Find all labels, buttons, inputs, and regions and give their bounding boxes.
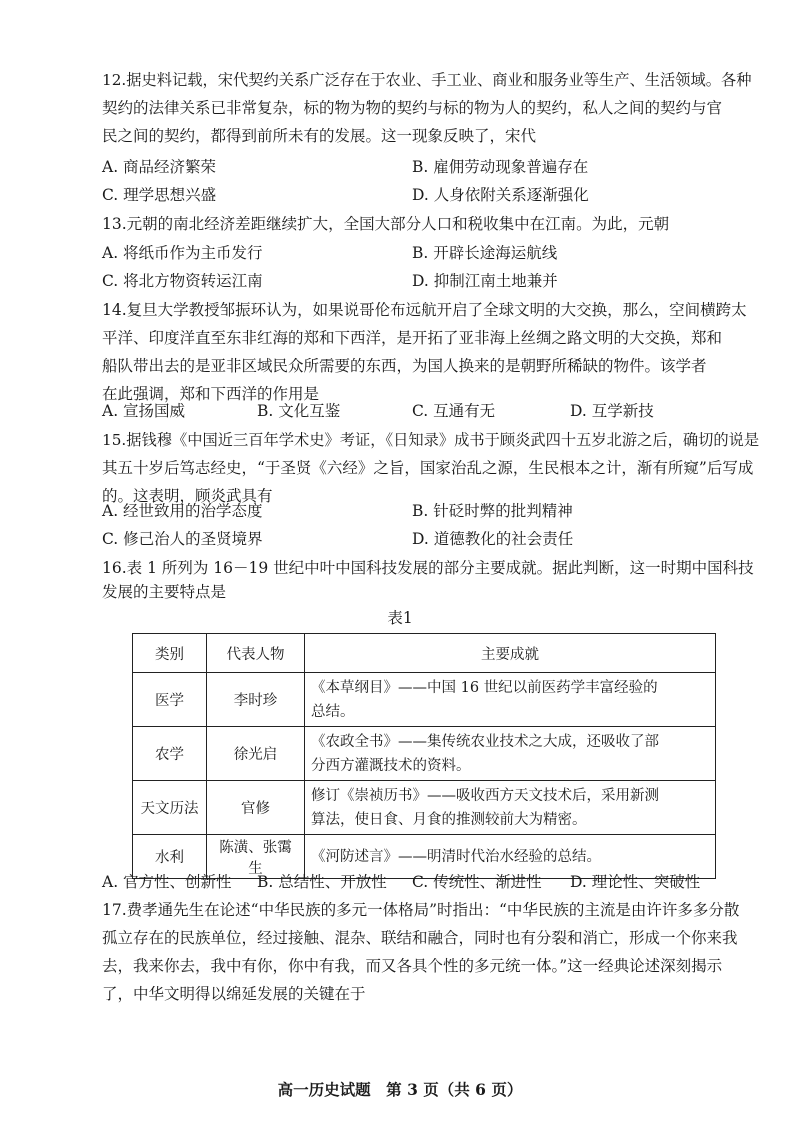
cell-category: 水利 — [133, 835, 207, 879]
achievement-line: 《河防述言》——明清时代治水经验的总结。 — [311, 848, 601, 865]
q17-line-3: 去，我来你去，我中有你，你中有我，而又各具个性的多元统一体。”这一经典论述深刻揭示 — [102, 957, 723, 975]
q15-line-2: 其五十岁后笃志经史，“于圣贤《六经》之旨，国家治乱之源，生民根本之计，渐有所窥”后写成 — [102, 459, 754, 477]
q16-option-a: A. 官方性、创新性 — [102, 873, 232, 891]
q16-option-b: B. 总结性、开放性 — [257, 873, 387, 891]
header-person: 代表人物 — [207, 634, 305, 673]
q14-line-4: 在此强调，郑和下西洋的作用是 — [102, 385, 320, 403]
q12-line-3: 民之间的契约，都得到前所未有的发展。这一现象反映了，宋代 — [102, 127, 537, 145]
cell-achievement — [305, 673, 716, 727]
q14-line-1: 14.复旦大学教授邹振环认为，如果说哥伦布远航开启了全球文明的大交换，那么，空间横跨太 — [102, 301, 747, 319]
header-category: 类别 — [133, 634, 207, 673]
q12-option-c: C. 理学思想兴盛 — [102, 186, 217, 204]
cell-person: 李时珍 — [207, 673, 305, 727]
cell-achievement — [305, 781, 716, 835]
table-row — [133, 781, 716, 835]
q15-option-b: B. 针砭时弊的批判精神 — [412, 502, 573, 520]
q12-option-a: A. 商品经济繁荣 — [102, 158, 217, 176]
q17-line-4: 了，中华文明得以绵延发展的关键在于 — [102, 985, 366, 1003]
q13-option-c: C. 将北方物资转运江南 — [102, 272, 263, 290]
q16-option-c: C. 传统性、渐进性 — [412, 873, 542, 891]
achievement-line: 分西方灌溉技术的资料。 — [311, 757, 471, 774]
q13-option-d: D. 抑制江南土地兼并 — [412, 272, 558, 290]
achievement-line: 总结。 — [311, 703, 355, 720]
q17-line-2: 孤立存在的民族单位，经过接触、混杂、联结和融合，同时也有分裂和消亡，形成一个你来我 — [102, 929, 738, 947]
q12-line-1: 12.据史料记载，宋代契约关系广泛存在于农业、手工业、商业和服务业等生产、生活领域。各种 — [102, 71, 752, 89]
cell-category: 天文历法 — [133, 781, 207, 835]
q12-line-2: 契约的法律关系已非常复杂，标的物为物的契约与标的物为人的契约，私人之间的契约与官 — [102, 99, 723, 117]
achievements-table — [132, 633, 716, 879]
table-header-row — [133, 634, 716, 673]
q15-line-3: 的。这表明，顾炎武具有 — [102, 487, 273, 505]
table-row — [133, 673, 716, 727]
q15-line-1: 15.据钱穆《中国近三百年学术史》考证，《日知录》成书于顾炎武四十五岁北游之后，确切的说是 — [102, 431, 760, 449]
q13-option-a: A. 将纸币作为主币发行 — [102, 244, 263, 262]
q14-option-c: C. 互通有无 — [412, 402, 496, 420]
table-caption: 表1 — [387, 609, 413, 627]
q12-option-d: D. 人身依附关系逐渐强化 — [412, 186, 589, 204]
q17-line-1: 17.费孝通先生在论述“中华民族的多元一体格局”时指出：“中华民族的主流是由许许多多分散 — [102, 901, 740, 919]
q15-option-d: D. 道德教化的社会责任 — [412, 530, 574, 548]
q16-line-2: 发展的主要特点是 — [102, 583, 227, 601]
q14-line-3: 船队带出去的是亚非区域民众所需要的东西，为国人换来的是朝野所稀缺的物件。该学者 — [102, 357, 707, 375]
q14-option-d: D. 互学新技 — [570, 402, 654, 420]
achievement-line: 《农政全书》——集传统农业技术之大成，还吸收了部 — [311, 733, 659, 750]
header-achievement: 主要成就 — [305, 634, 716, 673]
q15-option-a: A. 经世致用的治学态度 — [102, 502, 263, 520]
cell-achievement — [305, 727, 716, 781]
cell-category: 医学 — [133, 673, 207, 727]
achievement-line: 《本草纲目》——中国 16 世纪以前医药学丰富经验的 — [311, 679, 658, 696]
table-row — [133, 727, 716, 781]
q15-option-c: C. 修己治人的圣贤境界 — [102, 530, 263, 548]
q14-line-2: 平洋、印度洋直至东非红海的郑和下西洋，是开拓了亚非海上丝绸之路文明的大交换，郑和 — [102, 329, 723, 347]
q14-option-a: A. 宣扬国威 — [102, 402, 186, 420]
achievement-line: 修订《崇祯历书》——吸收西方天文技术后，采用新测 — [311, 787, 659, 804]
q13-line-1: 13.元朝的南北经济差距继续扩大，全国大部分人口和税收集中在江南。为此，元朝 — [102, 215, 670, 233]
q16-option-d: D. 理论性、突破性 — [570, 873, 701, 891]
cell-category: 农学 — [133, 727, 207, 781]
q12-option-b: B. 雇佣劳动现象普遍存在 — [412, 158, 589, 176]
cell-person: 徐光启 — [207, 727, 305, 781]
cell-person: 陈潢、张霭生 — [207, 835, 305, 879]
q16-line-1: 16.表 1 所列为 16－19 世纪中叶中国科技发展的部分主要成就。据此判断，这一时期中国科技 — [102, 559, 754, 577]
cell-person: 官修 — [207, 781, 305, 835]
achievement-line: 算法，使日食、月食的推测较前大为精密。 — [311, 811, 587, 828]
q14-option-b: B. 文化互鉴 — [257, 402, 341, 420]
q13-option-b: B. 开辟长途海运航线 — [412, 244, 558, 262]
page-footer: 高一历史试题 第 3 页（共 6 页） — [277, 1080, 523, 1099]
